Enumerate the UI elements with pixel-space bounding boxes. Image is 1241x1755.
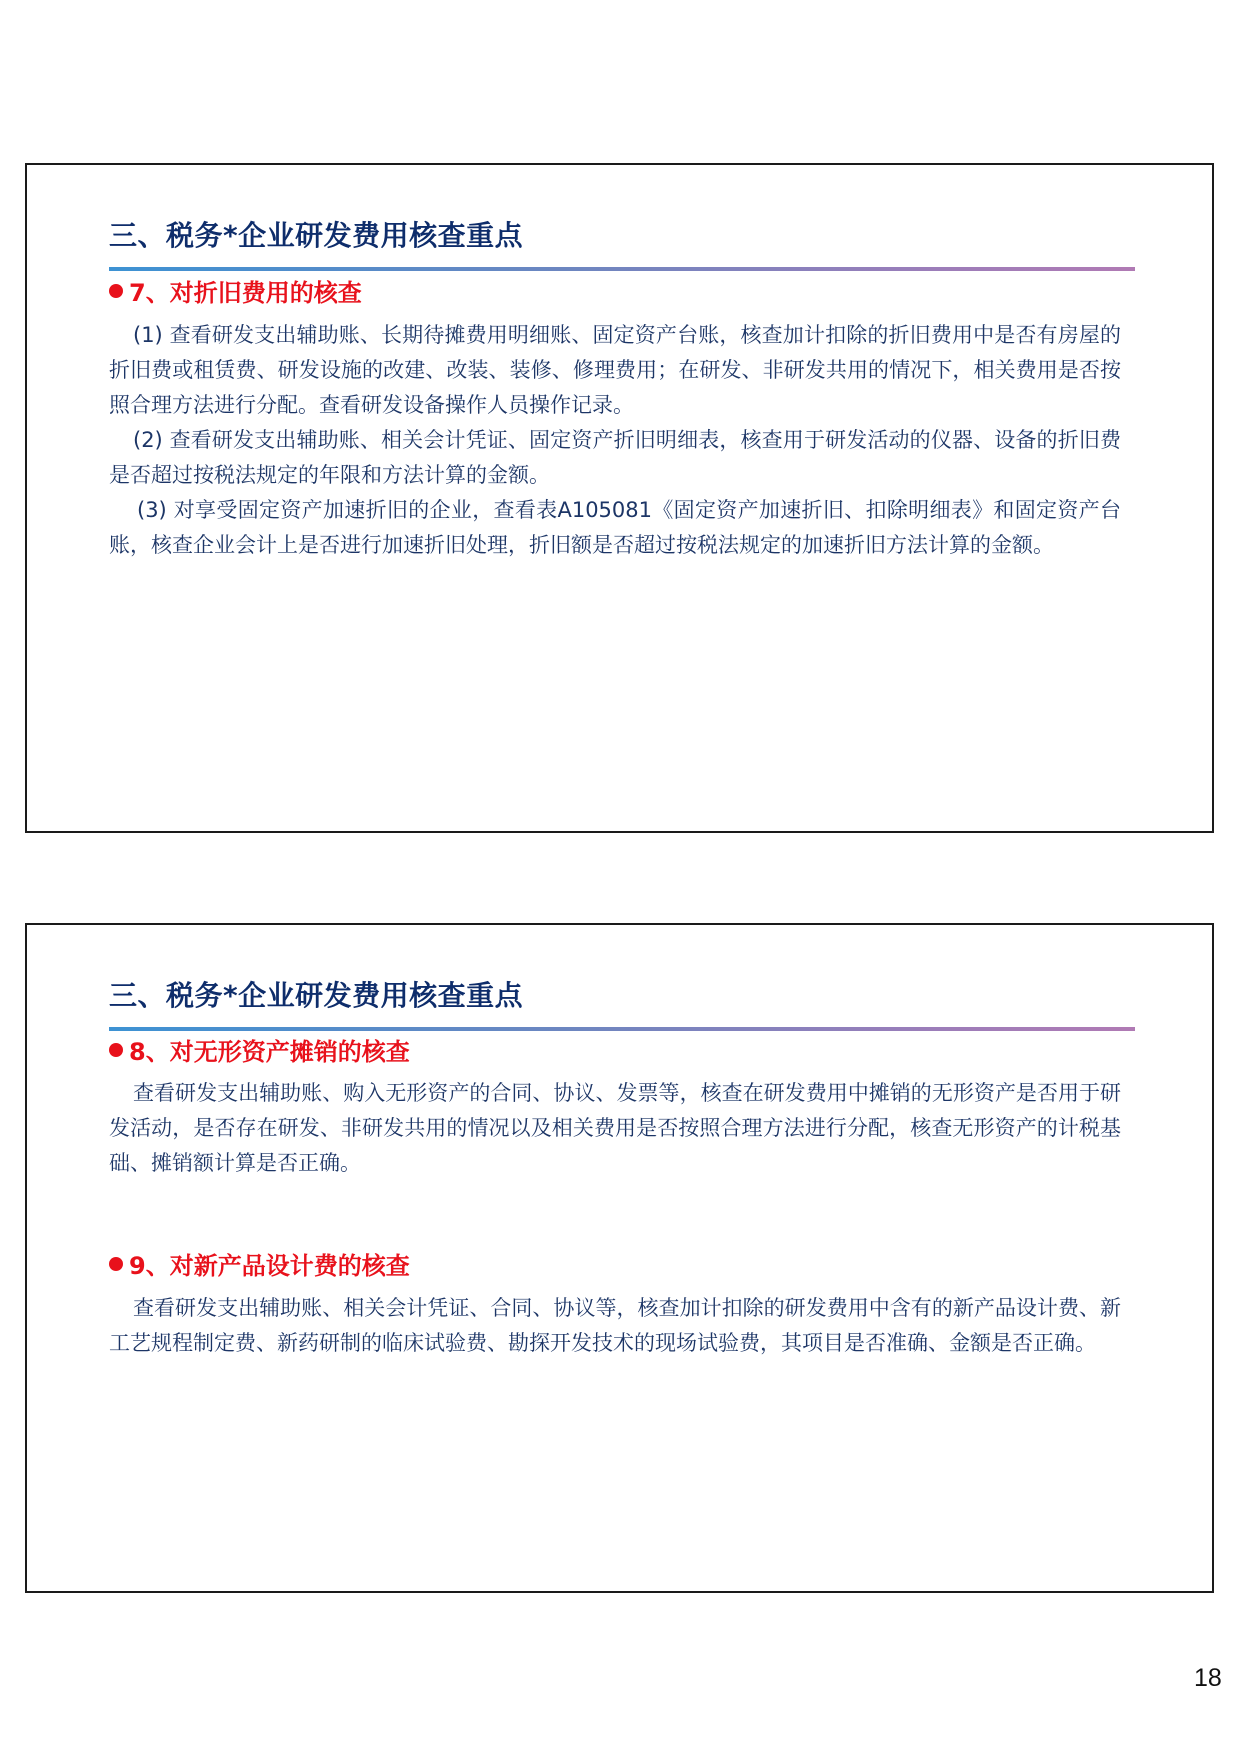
paragraph-new-product-design: 查看研发支出辅助账、相关会计凭证、合同、协议等，核查加计扣除的研发费用中含有的新产品设计费、新工艺规程制定费、新药研制的临床试验费、勘探开发技术的现场试验费，其项目是否准确、金额是否正确。 [109,1296,1121,1355]
section-heading-new-product-design [109,1246,410,1281]
slide-title: 三、税务*企业研发费用核查重点 [109,979,524,1012]
bullet-dot-icon [109,1043,123,1057]
section-heading-depreciation [109,273,362,308]
paragraph-2: (2) 查看研发支出辅助账、相关会计凭证、固定资产折旧明细表，核查用于研发活动的仪器、设备的折旧费是否超过按税法规定的年限和方法计算的金额。 [109,428,1121,487]
paragraph-1: (1) 查看研发支出辅助账、长期待摊费用明细账、固定资产台账，核查加计扣除的折旧费用中是否有房屋的折旧费或租赁费、研发设施的改建、改装、装修、修理费用；在研发、非研发共用的情况下，相关费用是否按照合理方法进行分配。查看研发设备操作人员操作记录。 [109,323,1121,417]
bullet-dot-icon [109,1257,123,1271]
section-heading-text: 7、对折旧费用的核查 [129,279,362,307]
paragraph-intangible: 查看研发支出辅助账、购入无形资产的合同、协议、发票等，核查在研发费用中摊销的无形资产是否用于研发活动，是否存在研发、非研发共用的情况以及相关费用是否按照合理方法进行分配，核查无形资产的计税基础、摊销额计算是否正确。 [109,1081,1121,1175]
title-gradient-rule [109,267,1135,271]
slide-2 [25,923,1214,1593]
slide-1 [25,163,1214,833]
bullet-dot-icon [109,284,123,298]
page-number: 18 [1194,1664,1222,1692]
slide-title: 三、税务*企业研发费用核查重点 [109,219,524,252]
paragraph-3: (3) 对享受固定资产加速折旧的企业，查看表A105081《固定资产加速折旧、扣除明细表》和固定资产台账，核查企业会计上是否进行加速折旧处理，折旧额是否超过按税法规定的加速折旧方法计算的金额。 [109,498,1121,557]
section-heading-text: 9、对新产品设计费的核查 [129,1252,410,1280]
section-heading-intangible-amortization [109,1032,410,1067]
section-heading-text: 8、对无形资产摊销的核查 [129,1038,410,1066]
title-gradient-rule [109,1027,1135,1031]
